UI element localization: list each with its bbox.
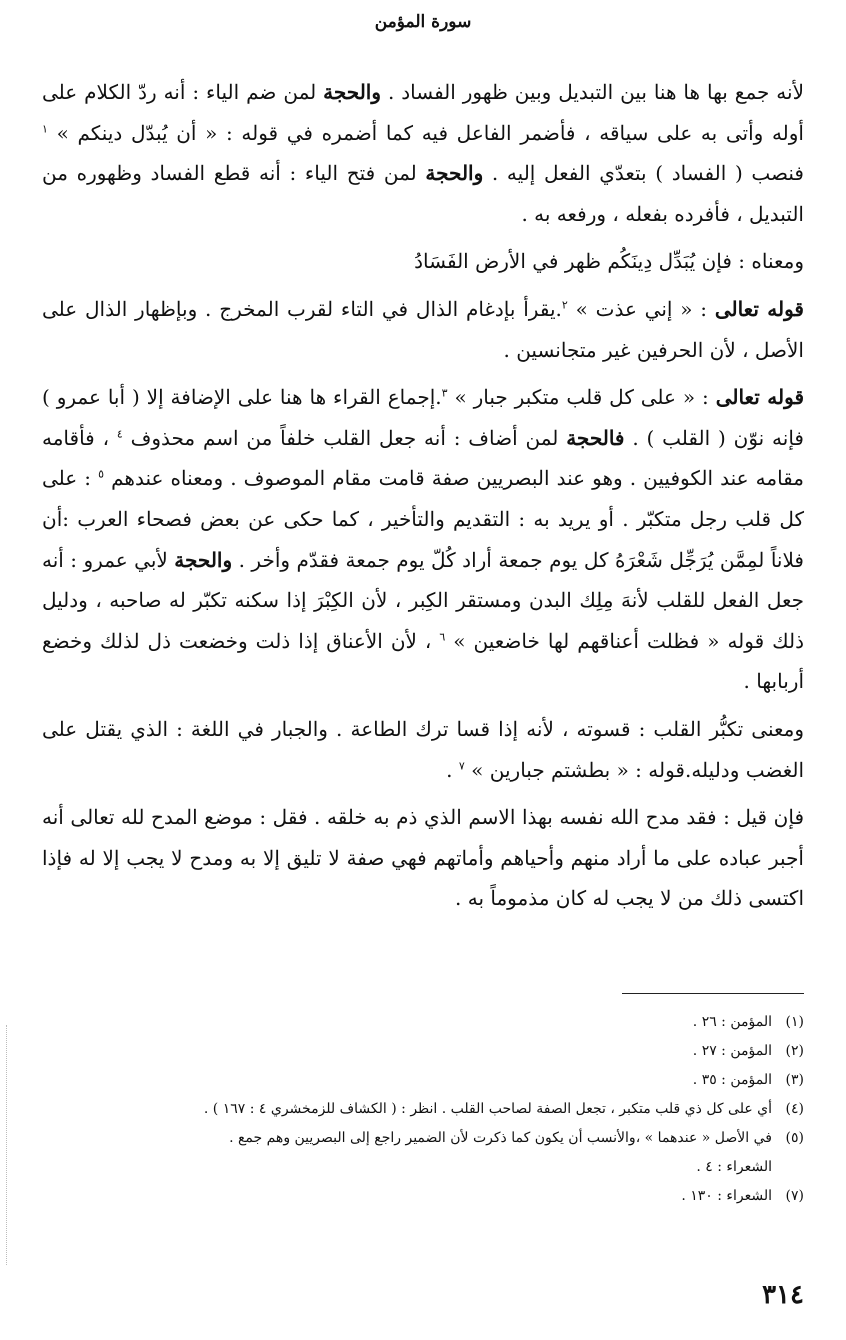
page-number: ٣١٤	[762, 1280, 804, 1310]
bold-term: قوله تعالى	[714, 296, 804, 321]
footnote-separator	[622, 993, 804, 994]
paragraph	[42, 377, 804, 702]
text-run: لأنه جمع بها ها هنا بين التبديل وبين ظهور الفساد .	[381, 80, 804, 104]
text-run: لمن فتح الياء : أنه قطع الفساد وظهوره من التبديل ، فأفرده بفعله ، ورفعه به .	[42, 161, 804, 226]
bold-term: قوله تعالى	[715, 385, 805, 410]
footnote-number: (٥)	[785, 1130, 804, 1146]
bold-term: والحجة	[174, 547, 233, 572]
text-run: لمن ضم الياء : أنه ردّ الكلام على أوله وأتى به على سياقه ، فأضمر الفاعل فيه كما أضمره في قوله : « أن يُبدّل دينكم »	[42, 80, 804, 145]
footnote-number: (٤)	[785, 1101, 804, 1117]
footnote-marker: ٦	[439, 630, 446, 644]
footnote	[64, 1124, 804, 1153]
footnote-marker: ٤	[116, 427, 123, 441]
footnotes	[64, 1008, 804, 1211]
footnote-text: المؤمن : ٢٦ .	[692, 1014, 772, 1030]
bold-term: والحجة	[425, 161, 484, 186]
footnote-marker: ١	[42, 121, 48, 135]
text-run: لأبي عمرو : أنه جعل الفعل للقلب لأنهَ مِلِك البدن ومستقر الكِبر ، لأن الكِبْرَ إذا سكنه تكبّر له صاحبه ، ودليل ذلك قوله « فظلت أعناقهم لها خاضعين »	[42, 547, 805, 653]
paragraph	[42, 241, 804, 282]
footnote-number: (٣)	[785, 1072, 804, 1088]
text-run: فإن قيل : فقد مدح الله نفسه بهذا الاسم الذي ذم به خلقه . فقل : موضع المدح لله تعالى أنه أجبر عباده على ما أراد منهم وأحياهم وأماتهم فهي صفة لا تليق إلا به ومدح لا يجب إلا له فإذا اكتسى ذلك من لا يجب له كان مذموماً به .	[42, 805, 804, 911]
footnote-text: في الأصل « عندهما » ،والأنسب أن يكون كما ذكرت لأن الضمير راجع إلى البصريين وهم جمع .	[229, 1130, 772, 1146]
footnote-marker: ٢	[561, 298, 568, 312]
text-run: : « على كل قلب متكبر جبار »	[447, 385, 716, 410]
main-text	[42, 72, 804, 926]
footnote	[64, 1182, 804, 1211]
bold-term: فالحجة	[566, 425, 625, 450]
paragraph	[42, 289, 804, 370]
footnote-number: (١)	[785, 1014, 804, 1030]
footnote-text: المؤمن : ٣٥ .	[692, 1072, 772, 1088]
text-run: ومعناه : فإن يُبَدِّل دِينَكُم ظهر في الأرض الفَسَادُ	[414, 249, 804, 274]
paragraph	[42, 709, 804, 790]
text-run: .إجماع القراء ها هنا على الإضافة إلا ( أبا عمرو ) فإنه نوّن ( القلب ) .	[42, 385, 804, 450]
footnote-number: (٢)	[785, 1043, 804, 1059]
bold-term: والحجة	[323, 80, 382, 104]
footnote-text: الشعراء : ١٣٠ .	[681, 1188, 772, 1204]
text-run: لمن أضاف : أنه جعل القلب خلفاً من اسم محذوف	[122, 425, 567, 450]
text-run: ، فأقامه مقامه عند الكوفيين . وهو عند البصريين صفة قامت مقام الموصوف . ومعناه عندهم	[42, 425, 804, 491]
text-run: .يقرأ بإدغام الذال في التاء لقرب المخرج . وبإظهار الذال على الأصل ، لأن الحرفين غير متجانسين .	[42, 296, 804, 362]
footnote-marker: ٥	[98, 467, 105, 481]
footnote	[64, 1095, 804, 1124]
scan-margin-line	[6, 1025, 7, 1265]
paragraph	[42, 797, 804, 919]
footnote-marker: ٣	[441, 386, 448, 400]
footnote-continuation: الشعراء : ٤ .	[696, 1159, 772, 1175]
text-run: فنصب ( الفساد ) بتعدّي الفعل إليه .	[483, 161, 804, 186]
footnote-text: أي على كل ذي قلب متكبر ، تجعل الصفة لصاحب القلب . انظر : ( الكشاف للزمخشري ٤ : ١٦٧ ) .	[203, 1101, 772, 1117]
text-run: ومعنى تكبُّر القلب : قسوته ، لأنه إذا قسا ترك الطاعة . والجبار في اللغة : الذي يقتل على الغضب ودليله.قوله : « بطشتم جبارين »	[42, 716, 804, 782]
footnote-text: المؤمن : ٢٧ .	[692, 1043, 772, 1059]
footnote-marker: ٧	[458, 758, 465, 772]
footnote	[64, 1066, 804, 1095]
footnote-number: (٧)	[785, 1188, 804, 1204]
footnote	[64, 1037, 804, 1066]
text-run: ، لأن الأعناق إذا ذلت وخضعت ذل لذلك وخضع أربابها .	[42, 628, 804, 694]
text-run: .	[446, 757, 459, 782]
running-header: سورة المؤمن	[374, 12, 472, 32]
text-run: : على كل قلب رجل متكبّر . أو يريد به : التقديم والتأخير ، كما حكى عن بعض فصحاء العرب :أن فلاناً لمِمَّن يُرَجِّل شَعْرَهُ كل يوم جمعة أراد كُلّ يوم جمعة فقدّم وأخر .	[42, 466, 804, 572]
footnote	[64, 1008, 804, 1037]
paragraph	[42, 72, 804, 234]
text-run: : « إني عذت »	[567, 296, 715, 321]
